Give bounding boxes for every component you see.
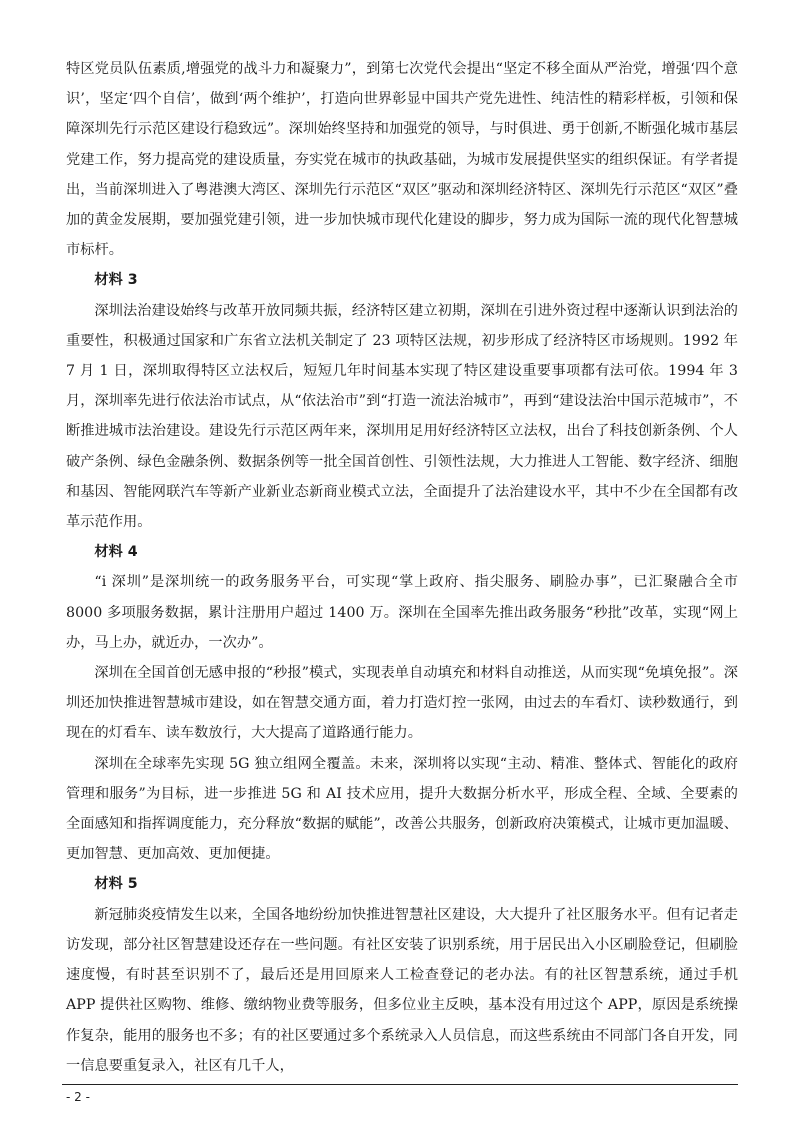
- footer-divider: [62, 1084, 738, 1085]
- paragraph-continuation: 特区党员队伍素质,增强党的战斗力和凝聚力”，到第七次党代会提出“坚定不移全面从严治党，增强‘四个意识’，坚定‘四个自信’，做到‘两个维护’，打造向世界彰显中国共产党先进性、纯洁性的精彩样板，引领和保障深圳先行示范区建设行稳致远”。深圳始终坚持和加强党的领导，与时俱进、勇于创新,不断强化城市基层党建工作，努力提高党的建设质量，夯实党在城市的执政基础，为城市发展提供坚实的组织保证。有学者提出，当前深圳进入了粤港澳大湾区、深圳先行示范区“双区”驱动和深圳经济特区、深圳先行示范区“双区”叠加的黄金发展期，要加强党建引领，进一步加快城市现代化建设的脚步，努力成为国际一流的现代化智慧城市标杆。: [66, 61, 738, 259]
- document-body: [66, 54, 738, 1081]
- paragraph-material-4-c: 深圳在全球率先实现 5G 独立组网全覆盖。未来，深圳将以实现“主动、精准、整体式、智能化的政府管理和服务”为目标，进一步推进 5G 和 AI 技术应用，提升大数据分析水平，形成全程、全域、全要素的全面感知和指挥调度能力，充分释放“数据的赋能”，改善公共服务，创新政府决策模式，让城市更加温暖、更加智慧、更加高效、更加便捷。: [66, 755, 738, 863]
- section-heading-material-4: 材料 4: [94, 544, 138, 561]
- section-heading-material-3: 材料 3: [94, 272, 138, 289]
- paragraph-material-3: 深圳法治建设始终与改革开放同频共振，经济特区建立初期，深圳在引进外资过程中逐渐认识到法治的重要性，积极通过国家和广东省立法机关制定了 23 项特区法规，初步形成了经济特区市场规则。1992 年 7 月 1 日，深圳取得特区立法权后，短短几年时间基本实现了特区建设重要事项都有法可依。1994 年 3 月，深圳率先进行依法治市试点，从“依法治市”到“打造一流法治城市”，再到“建设法治中国示范城市”，不断推进城市法治建设。建设先行示范区两年来，深圳用足用好经济特区立法权，出台了科技创新条例、个人破产条例、绿色金融条例、数据条例等一批全国首创性、引领性法规，大力推进人工智能、数字经济、细胞和基因、智能网联汽车等新产业新业态新商业模式立法，全面提升了法治建设水平，其中不少在全国都有改革示范作用。: [66, 302, 738, 531]
- paragraph-material-4-a: “i 深圳”是深圳统一的政务服务平台，可实现“掌上政府、指尖服务、刷脸办事”，已汇聚融合全市 8000 多项服务数据，累计注册用户超过 1400 万。深圳在全国率先推出政务服务“秒批”改革，实现“网上办，马上办，就近办，一次办”。: [66, 574, 738, 651]
- section-heading-material-5: 材料 5: [94, 876, 138, 893]
- paragraph-material-4-b: 深圳在全国首创无感申报的“秒报”模式，实现表单自动填充和材料自动推送，从而实现“免填免报”。深圳还加快推进智慧城市建设，如在智慧交通方面，着力打造灯控一张网，由过去的车看灯、读秒数通行，到现在的灯看车、读车数放行，大大提高了道路通行能力。: [66, 665, 738, 742]
- paragraph-material-5: 新冠肺炎疫情发生以来，全国各地纷纷加快推进智慧社区建设，大大提升了社区服务水平。但有记者走访发现，部分社区智慧建设还存在一些问题。有社区安装了识别系统，用于居民出入小区刷脸登记，但刷脸速度慢，有时甚至识别不了，最后还是用回原来人工检查登记的老办法。有的社区智慧系统，通过手机 APP 提供社区购物、维修、缴纳物业费等服务，但多位业主反映，基本没有用过这个 APP，原因是系统操作复杂，能用的服务也不多；有的社区要通过多个系统录入人员信息，而这些系统由不同部门各自开发，同一信息要重复录入，社区有几千人，: [66, 906, 738, 1074]
- page-number: - 2 -: [66, 1090, 90, 1104]
